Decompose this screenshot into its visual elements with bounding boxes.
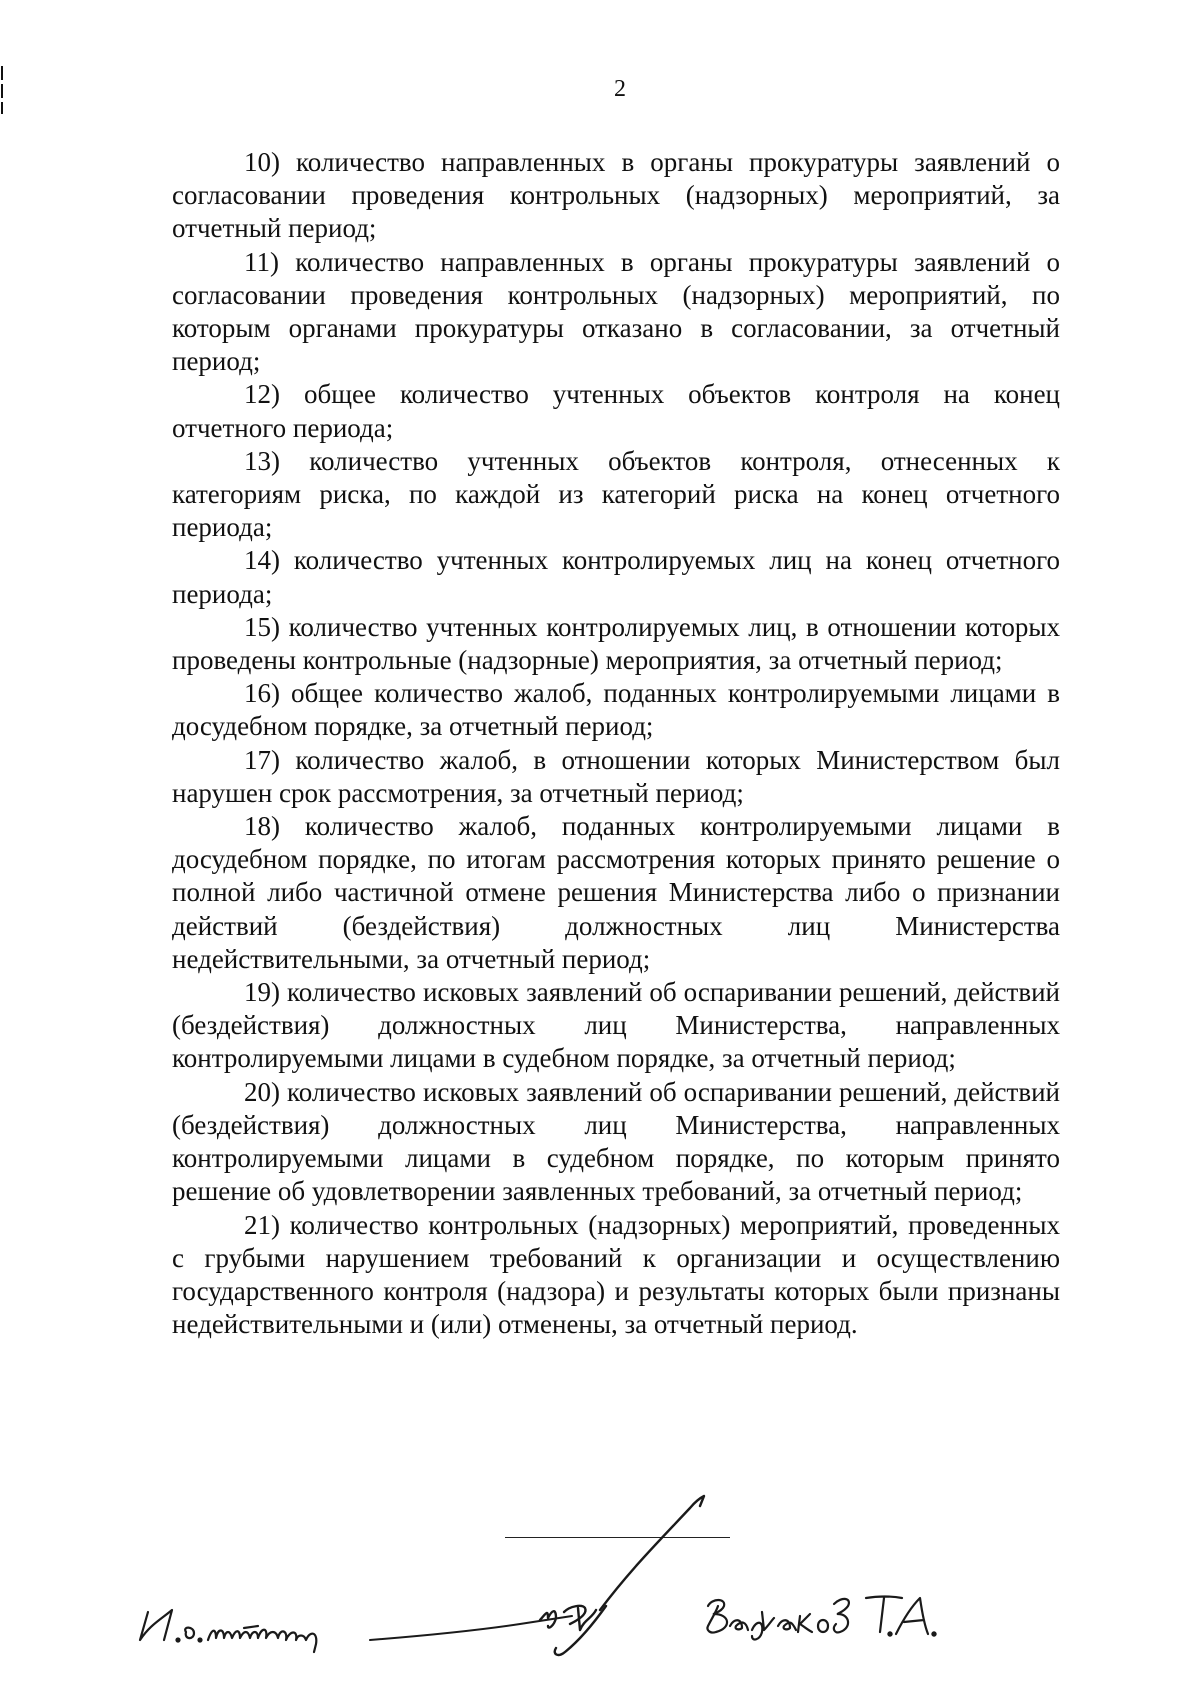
list-item: 16) общее количество жалоб, поданных контролируемыми лицами в досудебном порядке, за отчетный период;	[172, 678, 1060, 742]
list-item: 20) количество исковых заявлений об оспаривании решений, действий (бездействия) должностных лиц Министерства, направленных контролируемыми лицами в судебном порядке, по которым принято решение об удовлетворении заявленных требований, за отчетный период;	[172, 1076, 1060, 1207]
handwritten-name	[707, 1597, 935, 1640]
list-item: 18) количество жалоб, поданных контролируемыми лицами в досудебном порядке, по итогам рассмотрения которых принято решение о полной либо частичной отмене решения Министерства либо о признании действий (бездействия) должностных лиц Министерства недействительными, за отчетный период;	[172, 811, 1060, 974]
list-item: 13) количество учтенных объектов контроля, отнесенных к категориям риска, по каждой из категорий риска на конец отчетного периода;	[172, 445, 1060, 543]
list-item: 14) количество учтенных контролируемых лиц на конец отчетного периода;	[172, 545, 1060, 609]
handwritten-position	[140, 1610, 316, 1652]
list-item: 15) количество учтенных контролируемых лиц, в отношении которых проведены контрольные (надзорные) мероприятия, за отчетный период;	[172, 611, 1060, 676]
list-item: 21) количество контрольных (надзорных) мероприятий, проведенных с грубыми нарушением требований к организации и осуществлению государственного контроля (надзора) и результаты которых были признаны недействительными и (или) отменены, за отчетный период.	[172, 1209, 1060, 1340]
signature-mark	[540, 1496, 704, 1655]
handwritten-signature	[0, 1480, 1200, 1680]
list-item: 19) количество исковых заявлений об оспаривании решений, действий (бездействия) должностных лиц Министерства, направленных контролируемыми лицами в судебном порядке, за отчетный период;	[172, 977, 1060, 1074]
signature-block	[0, 1480, 1200, 1680]
page-number: 2	[614, 76, 626, 102]
document-body	[172, 146, 1060, 1341]
list-item: 12) общее количество учтенных объектов контроля на конец отчетного периода;	[172, 379, 1060, 443]
list-item: 10) количество направленных в органы прокуратуры заявлений о согласовании проведения контрольных (надзорных) мероприятий, за отчетный период;	[172, 147, 1060, 244]
list-item: 17) количество жалоб, в отношении которых Министерством был нарушен срок рассмотрения, за отчетный период;	[172, 744, 1060, 808]
list-item: 11) количество направленных в органы прокуратуры заявлений о согласовании проведения контрольных (надзорных) мероприятий, по которым органами прокуратуры отказано в согласовании, за отчетный период;	[172, 246, 1060, 377]
